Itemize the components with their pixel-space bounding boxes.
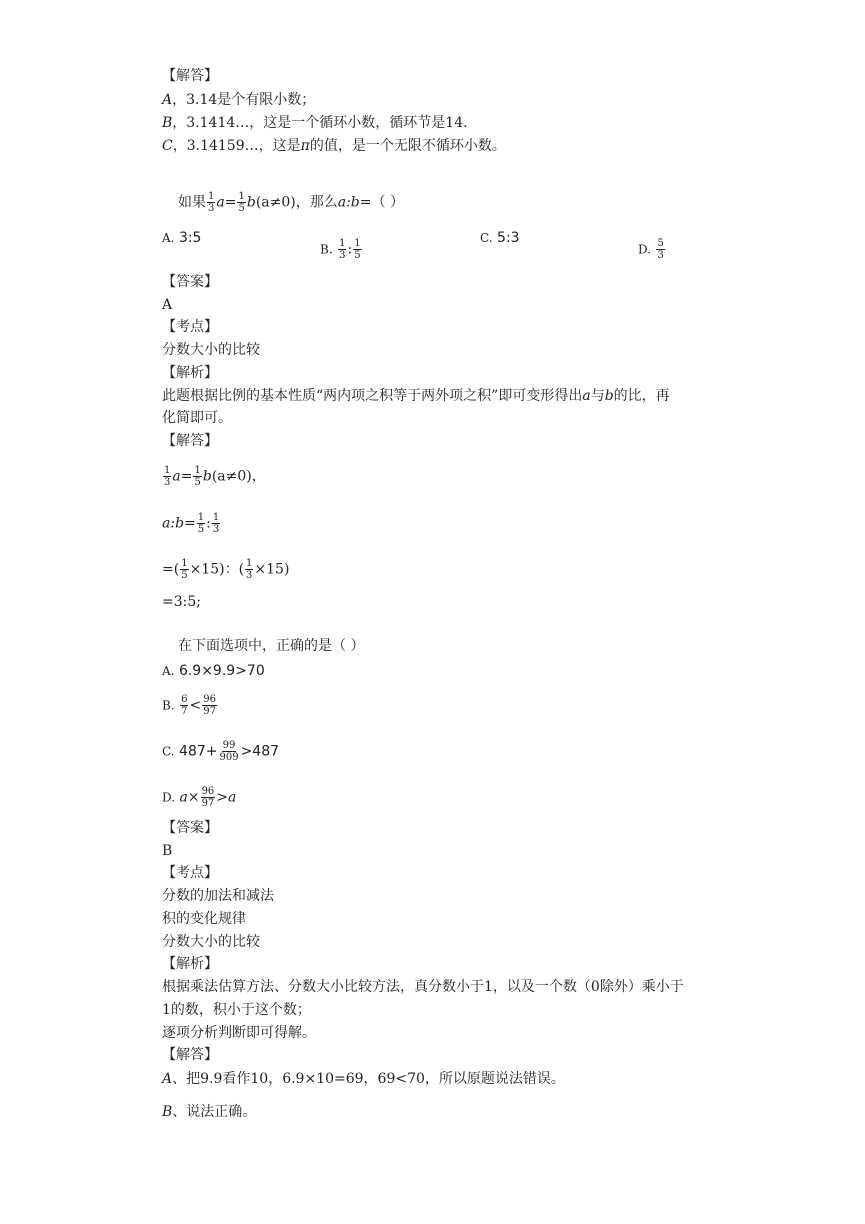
solution-line-a — [162, 90, 315, 110]
solution-step: =3:5; — [162, 594, 201, 610]
solution-heading: 【解答】 — [162, 1047, 218, 1063]
option-a: A. 6.9×9.9>70 — [162, 663, 265, 679]
option-d: D. a× $\frac{96}{97}$ >a — [162, 786, 237, 809]
answer-heading: 【答案】 — [162, 274, 218, 290]
solution-heading: 【解答】 — [162, 68, 218, 84]
stem-prefix: 如果 — [178, 194, 206, 211]
pi-symbol: π — [300, 138, 310, 154]
point-item: 积的变化规律 — [162, 911, 246, 927]
analysis-line: 根据乘法估算方法、分数大小比较方法，真分数小于1，以及一个数（0除外）乘小于 — [162, 979, 684, 995]
letter-c: C — [162, 138, 173, 154]
point-item: 分数的加法和减法 — [162, 888, 274, 904]
text: ，3.14159…，这是 — [172, 138, 301, 154]
solution-line-b — [162, 113, 468, 133]
analysis-heading: 【解析】 — [162, 365, 218, 381]
answer-value: A — [162, 297, 173, 313]
point-item: 分数大小的比较 — [162, 342, 260, 358]
option-c: C. 5:3 — [480, 230, 520, 246]
var-a: a — [216, 194, 225, 211]
answer-heading: 【答案】 — [162, 820, 218, 836]
letter-b: B — [162, 115, 173, 131]
analysis-line: 逐项分析判断即可得解。 — [162, 1025, 316, 1041]
text: ，3.1414…，这是一个循环小数，循环节是14. — [172, 115, 468, 131]
solution-line-b: B、说法正确。 — [162, 1104, 257, 1120]
point-heading: 【考点】 — [162, 319, 218, 335]
analysis-line: 1的数，积小于这个数； — [162, 1002, 311, 1018]
solution-step: =( $\frac{1}{5}$ ×15)：( $\frac{1}{3}$ ×15) — [162, 558, 290, 581]
solution-heading: 【解答】 — [162, 433, 218, 449]
solution-step: $\frac{1}{3}$ a= $\frac{1}{5}$ b(a≠0)， — [164, 465, 266, 488]
text: 的值，是一个无限不循环小数。 — [309, 138, 506, 154]
answer-value: B — [162, 843, 173, 859]
ratio: a:b — [337, 194, 360, 211]
text: ，3.14是个有限小数； — [172, 92, 316, 108]
solution-step: a:b= $\frac{1}{5}$ : $\frac{1}{3}$ — [162, 512, 220, 535]
question-stem: 在下面选项中，正确的是（ ） — [178, 638, 365, 654]
analysis-heading: 【解析】 — [162, 956, 218, 972]
point-heading: 【考点】 — [162, 865, 218, 881]
option-b: B. $\frac{1}{3}$ : $\frac{1}{5}$ — [320, 238, 361, 261]
analysis-line: 此题根据比例的基本性质“两内项之积等于两外项之积”即可变形得出a与b的比，再 — [162, 388, 670, 404]
point-item: 分数大小的比较 — [162, 934, 260, 950]
var-b: b — [246, 194, 256, 211]
stem-tail: =（ ） — [359, 194, 404, 211]
solution-line-a: A、把9.9看作10，6.9×10=69，69<70，所以原题说法错误。 — [162, 1071, 565, 1087]
fraction: $\frac{1}{3}$ — [208, 191, 215, 214]
option-a: A. 3:5 — [162, 230, 202, 246]
fraction: $\frac{1}{5}$ — [238, 191, 245, 214]
letter-a: A — [162, 92, 173, 108]
equals: = — [224, 194, 237, 211]
option-c: C. 487+ $\frac{99}{909}$ >487 — [162, 740, 280, 763]
question-stem — [178, 191, 404, 214]
analysis-line: 化简即可。 — [162, 410, 232, 426]
option-d: D. $\frac{5}{3}$ — [638, 238, 664, 261]
option-b: B. $\frac{6}{7}$ < $\frac{96}{97}$ — [162, 694, 216, 717]
condition: (a≠0) — [255, 194, 296, 211]
solution-line-c — [162, 136, 506, 156]
stem-suffix: ，那么 — [295, 194, 338, 211]
